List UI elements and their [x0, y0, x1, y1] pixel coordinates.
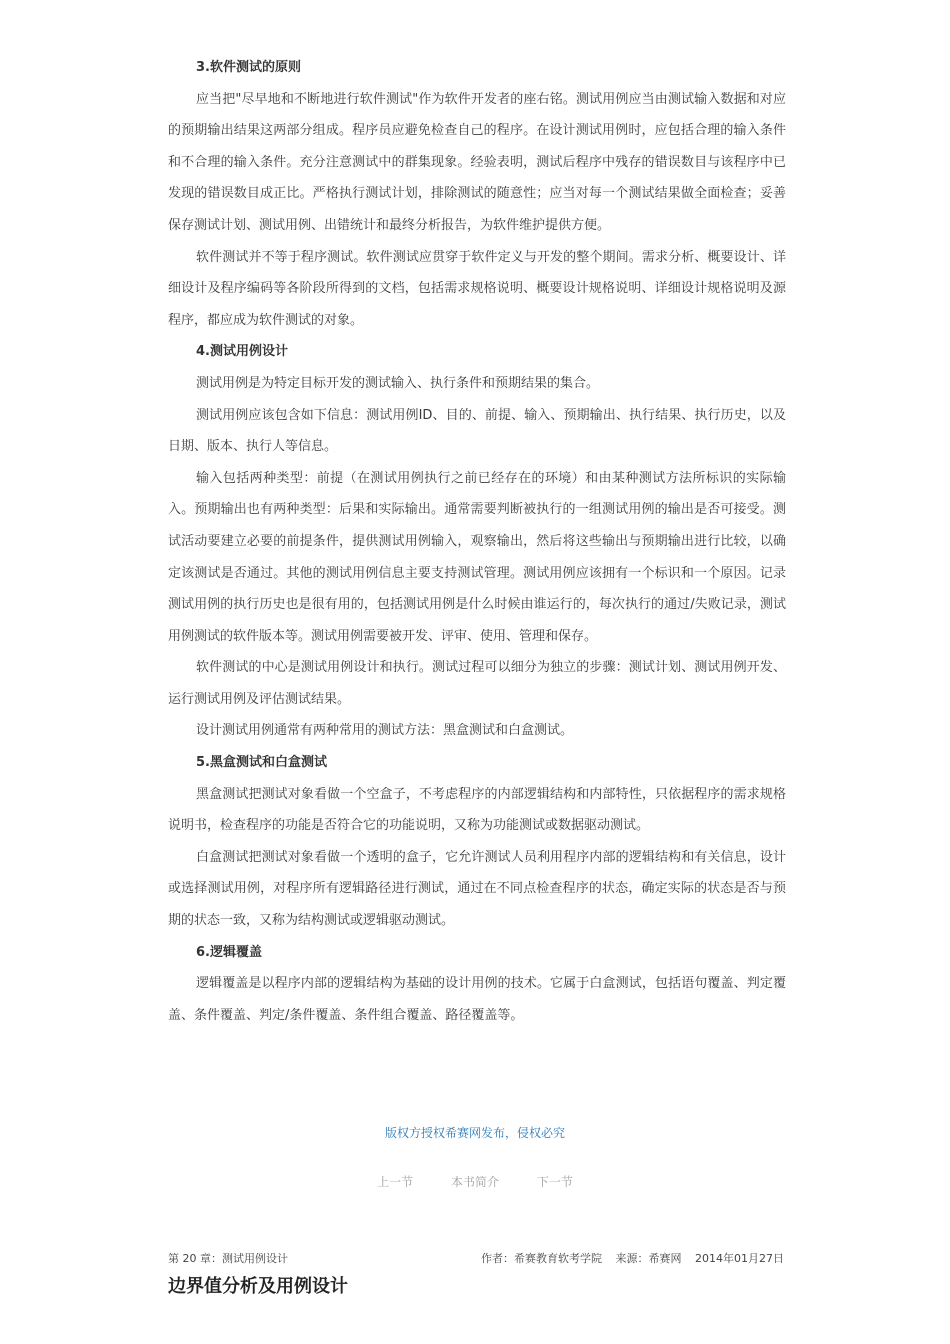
section-heading: 3.软件测试的原则	[196, 60, 301, 75]
section-heading: 4.测试用例设计	[196, 344, 288, 360]
paragraph: 黑盒测试把测试对象看做一个空盒子，不考虑程序的内部逻辑结构和内部特性，只依据程序的需求规格说明书，检查程序的功能是否符合它的功能说明，又称为功能测试或数据驱动测试。	[168, 786, 786, 834]
book-intro-link[interactable]: 本书简介	[450, 1175, 499, 1189]
paragraph: 白盒测试把测试对象看做一个透明的盒子，它允许测试人员利用程序内部的逻辑结构和有关信息，设计或选择测试用例，对程序所有逻辑路径进行测试，通过在不同点检查程序的状态，确定实际的状态是否与预期的状态一致，又称为结构测试或逻辑驱动测试。	[168, 849, 786, 929]
section-heading: 6.逻辑覆盖	[196, 944, 262, 960]
prev-section-link[interactable]: 上一节	[377, 1175, 414, 1189]
date: 2014年01月27日	[695, 1252, 784, 1265]
author: 作者：希赛教育软考学院	[481, 1252, 602, 1265]
source: 来源：希赛网	[615, 1252, 682, 1265]
paragraph: 测试用例应该包含如下信息：测试用例ID、目的、前提、输入、预期输出、执行结果、执行历史，以及日期、版本、执行人等信息。	[168, 407, 786, 455]
chapter-label: 第 20 章：测试用例设计	[168, 1252, 288, 1265]
paragraph: 软件测试的中心是测试用例设计和执行。测试过程可以细分为独立的步骤：测试计划、测试用例开发、运行测试用例及评估测试结果。	[168, 660, 786, 707]
article-meta	[471, 1250, 784, 1266]
section-heading: 5.黑盒测试和白盒测试	[196, 755, 327, 771]
paragraph: 输入包括两种类型：前提（在测试用例执行之前已经存在的环境）和由某种测试方法所标识的实际输入。预期输出也有两种类型：后果和实际输出。通常需要判断被执行的一组测试用例的输出是否可接受。测试活动要建立必要的前提条件，提供测试用例输入，观察输出，然后将这些输出与预期输出进行比较，以确定该测试是否通过。其他的测试用例信息主要支持测试管理。测试用例应该拥有一个标识和一个原因。记录测试用例的执行历史也是很有用的，包括测试用例是什么时候由谁运行的，每次执行的通过/失败记录，测试用例测试的软件版本等。测试用例需要被开发、评审、使用、管理和保存。	[168, 470, 786, 644]
paragraph: 软件测试并不等于程序测试。软件测试应贯穿于软件定义与开发的整个期间。需求分析、概要设计、详细设计及程序编码等各阶段所得到的文档，包括需求规格说明、概要设计规格说明、详细设计规格说明及源程序，都应成为软件测试的对象。	[168, 249, 786, 328]
paragraph: 设计测试用例通常有两种常用的测试方法：黑盒测试和白盒测试。	[196, 723, 574, 739]
copyright-notice: 版权方授权希赛网发布，侵权必究	[384, 1126, 565, 1140]
next-section-link[interactable]: 下一节	[536, 1175, 573, 1189]
paragraph: 应当把"尽早地和不断地进行软件测试"作为软件开发者的座右铭。测试用例应当由测试输入数据和对应的预期输出结果这两部分组成。程序员应避免检查自己的程序。在设计测试用例时，应包括合理的输入条件和不合理的输入条件。充分注意测试中的群集现象。经验表明，测试后程序中残存的错误数目与该程序中已发现的错误数目成正比。严格执行测试计划，排除测试的随意性；应当对每一个测试结果做全面检查；妥善保存测试计划、测试用例、出错统计和最终分析报告，为软件维护提供方便。	[168, 91, 786, 233]
pager	[0, 1173, 950, 1190]
article-body	[168, 52, 786, 1031]
paragraph: 测试用例是为特定目标开发的测试输入、执行条件和预期结果的集合。	[196, 375, 600, 391]
next-article-title: 边界值分析及用例设计	[168, 1276, 348, 1297]
paragraph: 逻辑覆盖是以程序内部的逻辑结构为基础的设计用例的技术。它属于白盒测试，包括语句覆盖、判定覆盖、条件覆盖、判定/条件覆盖、条件组合覆盖、路径覆盖等。	[168, 976, 786, 1023]
